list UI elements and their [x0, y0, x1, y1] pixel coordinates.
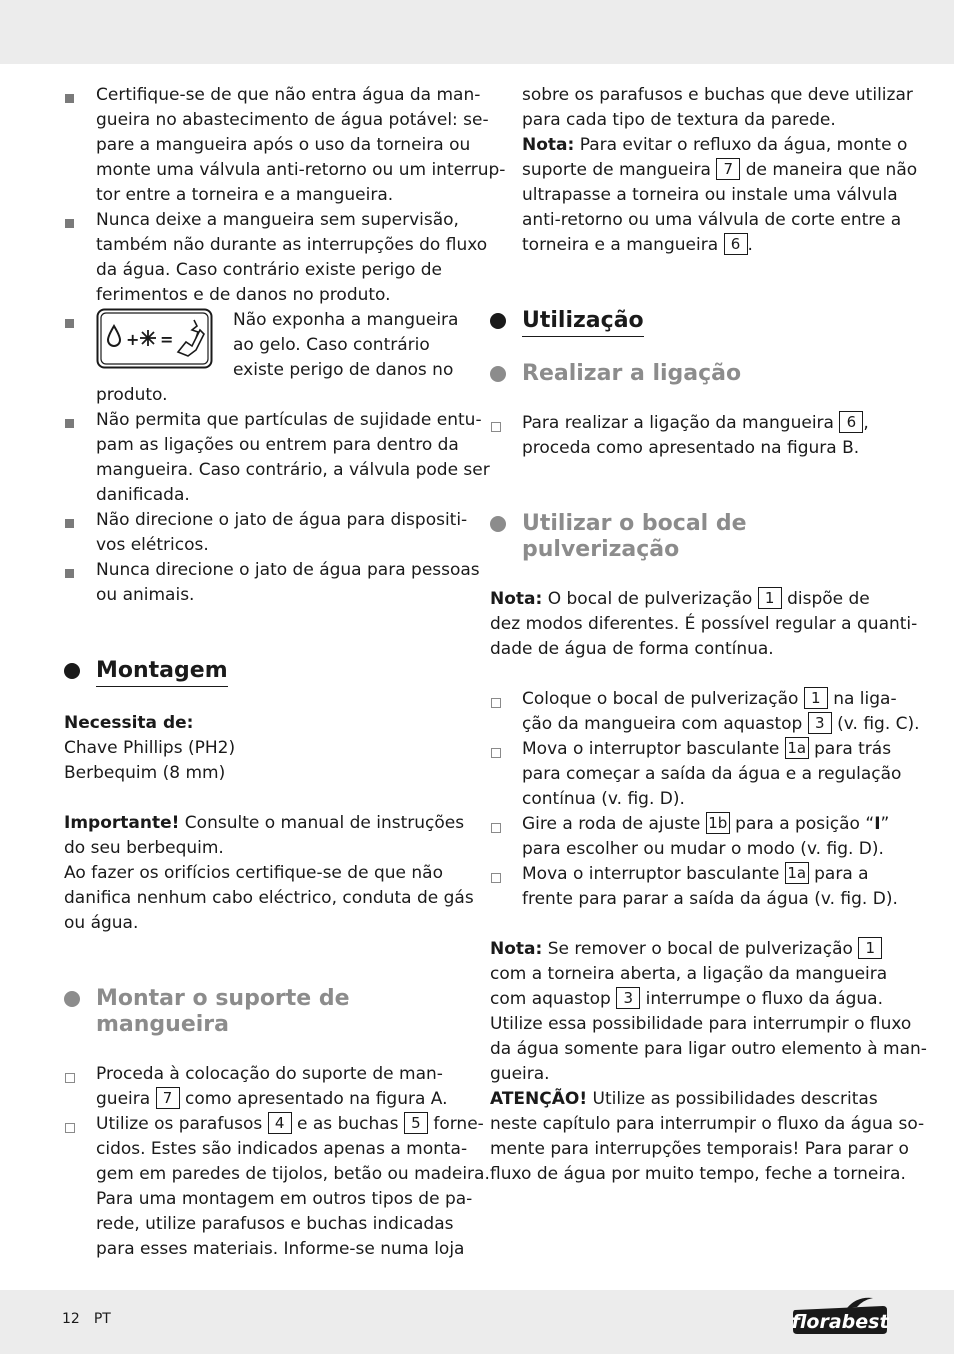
square-bullet-icon — [64, 508, 84, 533]
footer-page-info — [62, 1311, 125, 1327]
text-line: Ao fazer os orifícios certifique-se de que não — [64, 863, 443, 883]
text-line: com aquastop 3 interrumpe o fluxo da água. — [490, 989, 883, 1009]
warning-line: ATENÇÃO! Utilize as possibilidades descritas — [490, 1089, 878, 1109]
step-item — [64, 1062, 460, 1112]
checkbox-bullet-icon — [490, 411, 510, 436]
left-column — [64, 83, 506, 1262]
part-reference: 1 — [858, 937, 882, 959]
brand-logo — [791, 1294, 889, 1338]
text-line: Mova o interruptor basculante 1a para a — [522, 864, 869, 884]
part-reference: 7 — [716, 158, 740, 180]
part-reference: 1 — [804, 687, 828, 709]
text-line: Gire a roda de ajuste 1b para a posição “I” — [522, 814, 890, 834]
svg-text:=: = — [160, 330, 174, 349]
part-reference: 3 — [616, 987, 640, 1009]
list-item — [64, 408, 490, 508]
heading-text: Utilizar o bocal de — [522, 511, 747, 536]
text-line: Não permita que partículas de sujidade entu- — [96, 410, 482, 430]
text-line: para esses materiais. Informe-se numa loja — [96, 1239, 465, 1259]
square-bullet-icon — [64, 308, 84, 333]
heading-text: mangueira — [96, 1012, 229, 1037]
part-reference: 6 — [724, 233, 748, 255]
part-reference: 1 — [758, 587, 782, 609]
text-line: anti-retorno ou uma válvula de corte entre a — [522, 210, 902, 230]
list-item-frost — [64, 308, 460, 408]
list-item — [64, 508, 468, 558]
section-heading-montagem — [64, 658, 460, 687]
brand-wordmark: florabest — [791, 1311, 889, 1333]
list-item — [64, 208, 488, 308]
step-item — [490, 737, 902, 812]
checkbox-bullet-icon — [490, 737, 510, 762]
text-line: Coloque o bocal de pulverização 1 na liga- — [522, 689, 897, 709]
note-line: Nota: Para evitar o refluxo da água, monte o — [522, 135, 908, 155]
text-line: gueira. — [490, 1064, 550, 1084]
checkbox-bullet-icon — [490, 862, 510, 887]
text-line: Para realizar a ligação da mangueira 6 , — [522, 413, 869, 433]
text-line: danifica nenhum cabo eléctrico, conduta de gás — [64, 888, 474, 908]
text-line: também não durante as interrupções do fluxo — [96, 235, 488, 255]
step-item — [490, 862, 898, 912]
section-heading-utilizacao — [490, 308, 890, 337]
section-heading-bocal — [490, 511, 890, 563]
text-line: suporte de mangueira 7 de maneira que não — [522, 160, 918, 180]
text-line: para começar a saída da água e a regulação — [522, 764, 902, 784]
text-line: neste capítulo para interrumpir o fluxo da água so- — [490, 1114, 925, 1134]
text-line: para cada tipo de textura da parede. — [522, 110, 836, 130]
text-line: ou água. — [64, 913, 139, 933]
text-line: gueira no abastecimento de água potável: se- — [96, 110, 489, 130]
text-line: fluxo de água por muito tempo, feche a torneira. — [490, 1164, 906, 1184]
heading-dot-icon — [64, 991, 80, 1007]
page-number: 12 — [62, 1311, 80, 1327]
text-line: Utilize essa possibilidade para interrumpir o fluxo — [490, 1014, 912, 1034]
text-line: dez modos diferentes. É possível regular a quanti- — [490, 614, 918, 634]
text-line: pare a mangueira após o uso da torneira ou — [96, 135, 471, 155]
text-line: mangueira. Caso contrário, a válvula pode ser — [96, 460, 490, 480]
heading-dot-icon — [490, 516, 506, 532]
text-line: cidos. Estes são indicados apenas a monta- — [96, 1139, 468, 1159]
right-column — [490, 83, 927, 1187]
checkbox-bullet-icon — [64, 1112, 84, 1137]
text-line: produto. — [96, 385, 168, 405]
list-item — [64, 558, 480, 608]
text-line: ultrapasse a torneira ou instale uma válvula — [522, 185, 898, 205]
text-line: sobre os parafusos e buchas que deve utilizar — [522, 85, 913, 105]
square-bullet-icon — [64, 408, 84, 433]
section-heading-ligacao — [490, 361, 890, 387]
step-item — [490, 411, 890, 461]
text-line: com a torneira aberta, a ligação da mangueira — [490, 964, 888, 984]
text-line: da água somente para ligar outro elemento à man- — [490, 1039, 927, 1059]
text-line: ou animais. — [96, 585, 195, 605]
text-line: danificada. — [96, 485, 190, 505]
heading-text: Montagem — [96, 658, 228, 687]
text-line: Proceda à colocação do suporte de man- — [96, 1064, 443, 1084]
text-line: contínua (v. fig. D). — [522, 789, 685, 809]
text-line: Não direcione o jato de água para dispositi- — [96, 510, 468, 530]
text-line: rede, utilize parafusos e buchas indicadas — [96, 1214, 454, 1234]
text-line: da água. Caso contrário existe perigo de — [96, 260, 443, 280]
tool-item: Berbequim (8 mm) — [64, 763, 226, 783]
part-reference: 5 — [404, 1112, 428, 1134]
text-line: Não exponha a mangueira — [233, 310, 459, 330]
text-line: proceda como apresentado na figura B. — [522, 438, 860, 458]
part-reference: 3 — [808, 712, 832, 734]
text-line: gueira 7 como apresentado na figura A. — [96, 1089, 448, 1109]
part-reference: 1a — [785, 862, 809, 884]
text-line: Certifique-se de que não entra água da man- — [96, 85, 481, 105]
note-line: Nota: O bocal de pulverização 1 dispõe de — [490, 589, 870, 609]
text-line: ao gelo. Caso contrário — [233, 335, 430, 355]
step-item — [490, 812, 890, 862]
position-symbol: I — [874, 814, 881, 834]
step-item — [490, 687, 920, 737]
text-line: Utilize os parafusos 4 e as buchas 5 forne- — [96, 1114, 484, 1134]
text-line: Nunca direcione o jato de água para pessoas — [96, 560, 480, 580]
tool-item: Chave Phillips (PH2) — [64, 738, 236, 758]
heading-text: Utilização — [522, 308, 644, 337]
checkbox-bullet-icon — [490, 687, 510, 712]
text-line: monte uma válvula anti-retorno ou um interrup- — [96, 160, 506, 180]
text-line: pam as ligações ou entrem para dentro da — [96, 435, 459, 455]
heading-dot-icon — [64, 663, 80, 679]
text-line: ção da mangueira com aquastop 3 (v. fig. C). — [522, 714, 920, 734]
section-heading-suporte — [64, 986, 460, 1038]
square-bullet-icon — [64, 83, 84, 108]
step-item — [64, 1112, 490, 1262]
text-line: gem em paredes de tijolos, betão ou madeira. — [96, 1164, 490, 1184]
page-language: PT — [93, 1311, 111, 1327]
text-line: vos elétricos. — [96, 535, 209, 555]
part-reference: 7 — [156, 1087, 180, 1109]
text-line: existe perigo de danos no — [233, 360, 454, 380]
heading-text: pulverização — [522, 537, 680, 562]
frost-warning-icon — [96, 308, 214, 370]
heading-dot-icon — [490, 366, 506, 382]
text-line: do seu berbequim. — [64, 838, 224, 858]
part-reference: 4 — [268, 1112, 292, 1134]
heading-text: Montar o suporte de — [96, 986, 350, 1011]
text-line: tor entre a torneira e a mangueira. — [96, 185, 394, 205]
checkbox-bullet-icon — [490, 812, 510, 837]
text-line: mente para interrupções temporais! Para parar o — [490, 1139, 909, 1159]
text-line: para escolher ou mudar o modo (v. fig. D). — [522, 839, 884, 859]
text-line: dade de água de forma contínua. — [490, 639, 774, 659]
text-line: ferimentos e de danos no produto. — [96, 285, 391, 305]
part-reference: 1b — [706, 812, 730, 834]
heading-dot-icon — [490, 313, 506, 329]
needs-label: Necessita de: — [64, 713, 194, 733]
text-line: torneira e a mangueira 6 . — [522, 235, 753, 255]
square-bullet-icon — [64, 558, 84, 583]
heading-text: Realizar a ligação — [522, 361, 742, 386]
svg-text:+: + — [126, 330, 140, 349]
important-note: Importante! Consulte o manual de instruções — [64, 813, 465, 833]
text-line: frente para parar a saída da água (v. fig. D). — [522, 889, 898, 909]
list-item — [64, 83, 506, 208]
text-line: Mova o interruptor basculante 1a para trás — [522, 739, 892, 759]
note-line: Nota: Se remover o bocal de pulverização 1 — [490, 937, 890, 962]
square-bullet-icon — [64, 208, 84, 233]
header-bar — [0, 0, 954, 64]
checkbox-bullet-icon — [64, 1062, 84, 1087]
part-reference: 6 — [839, 411, 863, 433]
text-line: Nunca deixe a mangueira sem supervisão, — [96, 210, 459, 230]
part-reference: 1a — [785, 737, 809, 759]
text-line: Para uma montagem em outros tipos de pa- — [96, 1189, 473, 1209]
